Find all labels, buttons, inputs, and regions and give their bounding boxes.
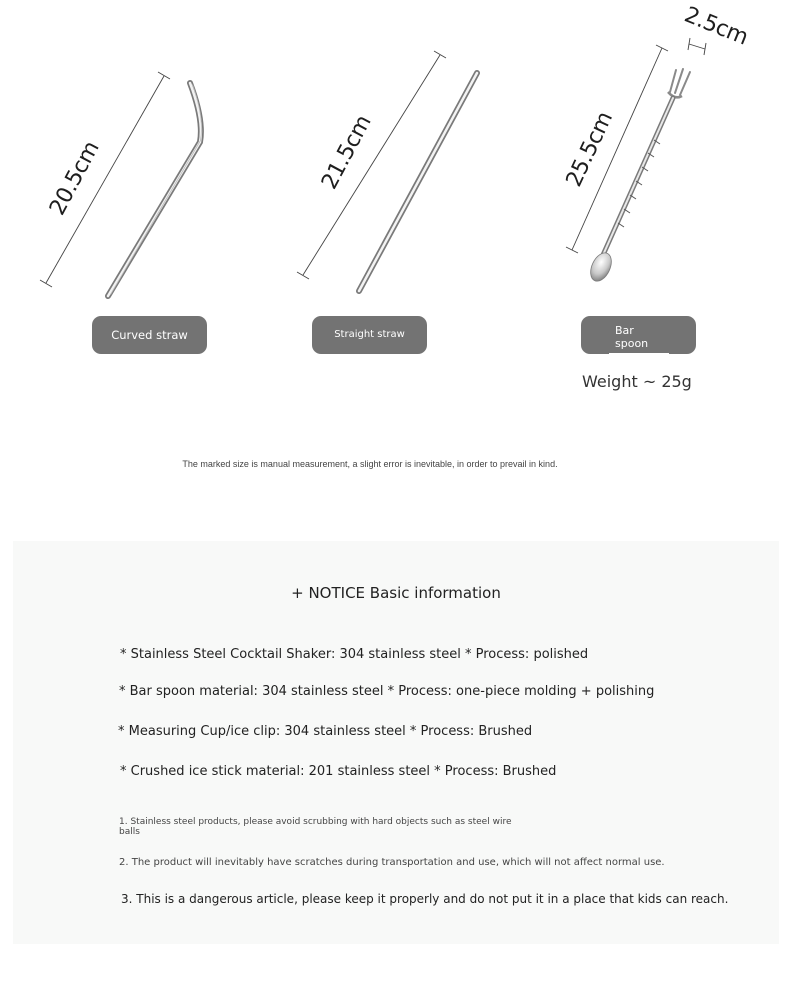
curved-straw-label-text: Curved straw bbox=[111, 328, 188, 342]
straight-straw-dimension-line bbox=[297, 51, 446, 279]
spec-bar-spoon: * Bar spoon material: 304 stainless steel * Process: one-piece molding + polishing bbox=[119, 684, 655, 699]
straight-straw-label bbox=[312, 316, 427, 354]
bar-spoon-label-line2: spoon bbox=[615, 337, 649, 350]
bar-spoon-label-underline bbox=[609, 353, 669, 354]
straight-straw-illustration bbox=[359, 73, 477, 291]
bar-spoon-label-line1: Bar bbox=[615, 324, 634, 337]
care-note-1-line1: 1. Stainless steel products, please avoid scrubbing with hard objects such as steel wire bbox=[119, 817, 512, 827]
curved-straw-label bbox=[92, 316, 207, 354]
care-note-1-line2: balls bbox=[119, 827, 140, 837]
care-note-1 bbox=[119, 817, 511, 837]
bar-spoon-weight: Weight ~ 25g bbox=[582, 372, 692, 391]
care-note-2: 2. The product will inevitably have scratches during transportation and use, which will not affect normal use. bbox=[119, 857, 665, 868]
care-note-3: 3. This is a dangerous article, please keep it properly and do not put it in a place that kids can reach. bbox=[121, 892, 729, 906]
straight-straw-label-text: Straight straw bbox=[334, 329, 405, 340]
bar-spoon-length: 25.5cm bbox=[561, 108, 618, 191]
spec-measuring-cup: * Measuring Cup/ice clip: 304 stainless steel * Process: Brushed bbox=[118, 724, 533, 739]
notice-panel bbox=[13, 541, 779, 944]
notice-title: + NOTICE Basic information bbox=[291, 584, 501, 602]
size-disclaimer: The marked size is manual measurement, a slight error is inevitable, in order to prevail in kind. bbox=[182, 459, 558, 469]
bar-spoon-label bbox=[581, 316, 696, 354]
bar-spoon-width-dimension-line bbox=[688, 38, 706, 55]
bar-spoon-width: 2.5cm bbox=[680, 2, 752, 51]
straight-straw-length: 21.5cm bbox=[317, 111, 377, 194]
curved-straw-illustration bbox=[108, 83, 202, 296]
spec-ice-stick: * Crushed ice stick material: 201 stainless steel * Process: Brushed bbox=[120, 764, 557, 779]
spec-shaker: * Stainless Steel Cocktail Shaker: 304 stainless steel * Process: polished bbox=[120, 647, 589, 662]
curved-straw-length: 20.5cm bbox=[45, 137, 105, 220]
